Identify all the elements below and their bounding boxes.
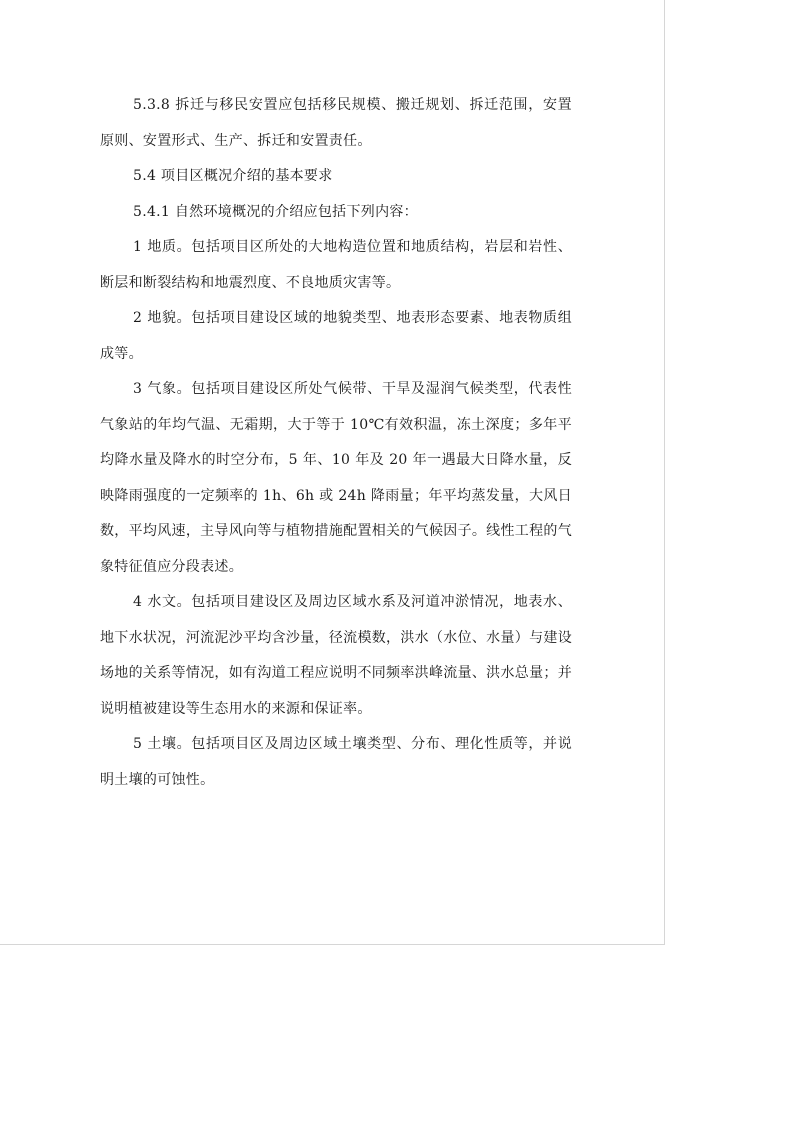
list-item-meteorology: 3 气象。包括项目建设区所处气候带、干旱及湿润气候类型，代表性气象站的年均气温、无霜期，大于等于 10℃有效积温，冻土深度；多年平均降水量及降水的时空分布，5 年、10 年及 20 年一遇最大日降水量，反映降雨强度的一定频率的 1h、6h 或 24h 降雨量；年平均蒸发量，大风日数，平均风速，主导风向等与植物措施配置相关的气候因子。线性工程的气象特征值应分段表述。 xyxy=(100,381,572,575)
section-heading-5-4: 5.4 项目区概况介绍的基本要求 xyxy=(133,168,333,184)
list-item-hydrology: 4 水文。包括项目建设区及周边区域水系及河道冲淤情况，地表水、地下水状况，河流泥沙平均含沙量，径流模数，洪水（水位、水量）与建设场地的关系等情况，如有沟道工程应说明不同频率洪峰流量、洪水总量；并说明植被建设等生态用水的来源和保证率。 xyxy=(100,594,572,717)
document-body xyxy=(100,88,572,798)
paragraph-5-3-8: 5.3.8 拆迁与移民安置应包括移民规模、搬迁规划、拆迁范围，安置原则、安置形式、生产、拆迁和安置责任。 xyxy=(100,97,572,149)
paragraph-5-4-1: 5.4.1 自然环境概况的介绍应包括下列内容： xyxy=(133,203,418,220)
list-item-soil: 5 土壤。包括项目区及周边区域土壤类型、分布、理化性质等，并说明土壤的可蚀性。 xyxy=(100,736,572,788)
list-item-landform: 2 地貌。包括项目建设区域的地貌类型、地表形态要素、地表物质组成等。 xyxy=(100,310,572,362)
list-item-geology: 1 地质。包括项目区所处的大地构造位置和地质结构，岩层和岩性、断层和断裂结构和地震烈度、不良地质灾害等。 xyxy=(100,239,572,291)
